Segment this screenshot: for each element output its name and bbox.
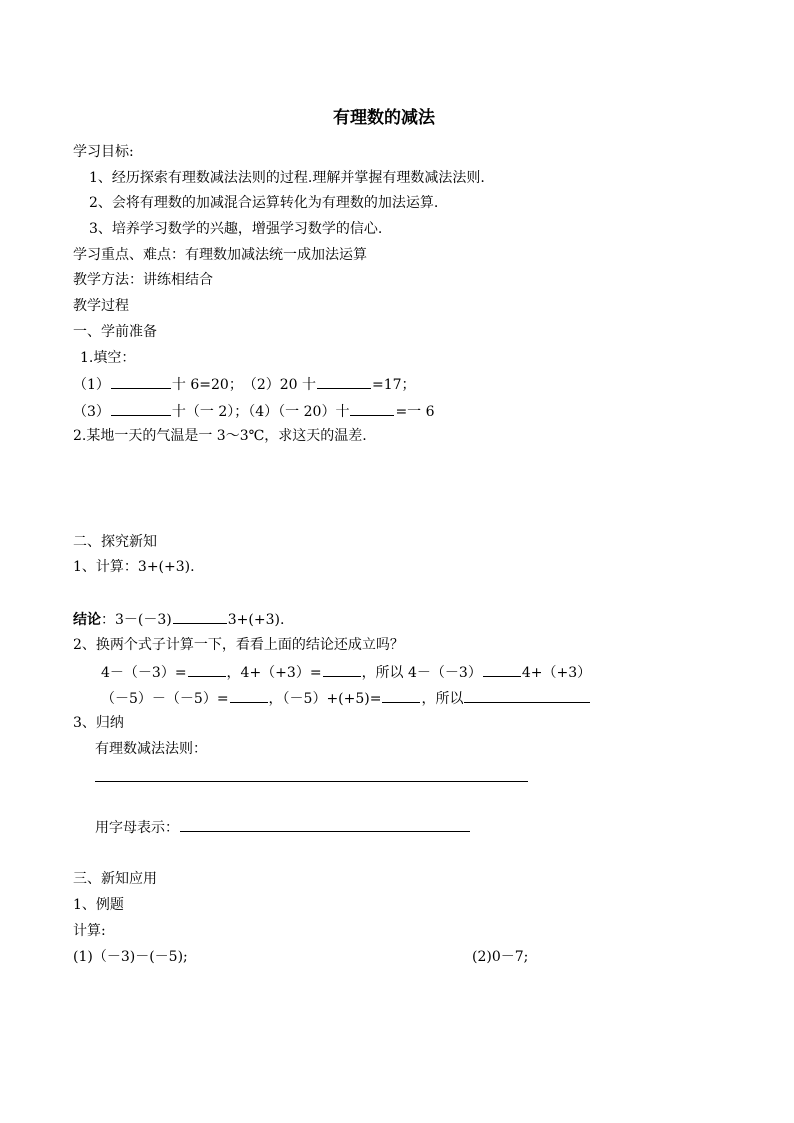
answer-blank[interactable] <box>464 688 590 703</box>
verify-row-2 <box>101 688 591 708</box>
process-line: 教学过程 <box>73 298 129 314</box>
objective-item-2: 2、会将有理数的加减混合运算转化为有理数的加法运算. <box>89 195 439 211</box>
calc-label: 计算: <box>73 923 106 939</box>
fill-row-1 <box>73 374 416 394</box>
fill-row-1-part-c: =17； <box>372 377 416 393</box>
fill-row-2 <box>73 401 435 421</box>
answer-blank[interactable] <box>323 662 361 677</box>
answer-blank[interactable] <box>483 662 521 677</box>
fill-row-1-part-a: （1） <box>73 377 110 393</box>
fill-row-2-part-b: 十（一 2）；（4）（一 20）十 <box>171 404 350 420</box>
section3-heading: 三、新知应用 <box>73 871 157 887</box>
rule-label: 有理数减法法则： <box>95 741 207 757</box>
problem-1: (1)（－3)－(－5); <box>73 949 188 965</box>
rule-answer-line[interactable] <box>95 781 528 782</box>
conclusion-expr-b: 3+(+3). <box>227 612 285 628</box>
answer-blank[interactable] <box>188 662 226 677</box>
answer-blank[interactable] <box>317 374 371 389</box>
verify-row-1-part-b: ，4+（+3）= <box>226 665 322 681</box>
fill-row-1-part-b: 十 6=20； （2）20 十 <box>171 377 316 393</box>
page-title: 有理数的减法 <box>333 108 435 128</box>
letters-label: 用字母表示： <box>95 820 179 836</box>
method-line: 教学方法：讲练相结合 <box>73 272 213 288</box>
answer-blank[interactable] <box>111 401 171 416</box>
example-heading: 1、例题 <box>73 897 124 913</box>
objective-item-1: 1、经历探索有理数减法法则的过程.理解并掌握有理数减法法则. <box>89 170 485 186</box>
objectives-heading: 学习目标: <box>73 144 134 160</box>
calc-line: 1、计算：3+(+3). <box>73 559 195 575</box>
fill-label: 1.填空： <box>80 350 136 366</box>
fill-row-2-part-a: （3） <box>73 404 110 420</box>
fill-row-2-part-c: =一 6 <box>395 404 435 420</box>
answer-blank[interactable] <box>230 688 268 703</box>
verify-row-2-part-b: ，（－5）+(+5)= <box>268 691 382 707</box>
letters-line <box>95 817 471 837</box>
verify-row-2-part-c: ，所以 <box>421 691 464 707</box>
section1-heading: 一、学前准备 <box>73 324 157 340</box>
verify-row-1-part-d: 4+（+3） <box>521 665 592 681</box>
conclusion-expr-a: ：3－(－3) <box>101 612 172 628</box>
verify-row-1-part-c: ，所以 4－（－3） <box>361 665 482 681</box>
question-verify: 2、换两个式子计算一下，看看上面的结论还成立吗？ <box>73 637 404 653</box>
answer-blank[interactable] <box>382 688 420 703</box>
problem-2: (2)0－7; <box>472 949 529 965</box>
section2-heading: 二、探究新知 <box>73 534 157 550</box>
summary-heading: 3、归纳 <box>73 715 124 731</box>
verify-row-1-part-a: 4－（－3）= <box>101 665 187 681</box>
answer-blank[interactable] <box>111 374 171 389</box>
verify-row-2-part-a: （－5）－（－5）= <box>101 691 229 707</box>
focus-line: 学习重点、难点：有理数加减法统一成加法运算 <box>73 247 367 263</box>
question-temperature: 2.某地一天的气温是一 3～3℃，求这天的温差. <box>73 428 367 444</box>
answer-blank[interactable] <box>350 401 394 416</box>
answer-blank[interactable] <box>180 817 470 832</box>
conclusion-label: 结论 <box>73 612 101 628</box>
objective-item-3: 3、培养学习数学的兴趣，增强学习数学的信心. <box>89 221 383 237</box>
verify-row-1 <box>101 662 591 682</box>
conclusion-line <box>73 609 284 629</box>
answer-blank[interactable] <box>173 609 227 624</box>
